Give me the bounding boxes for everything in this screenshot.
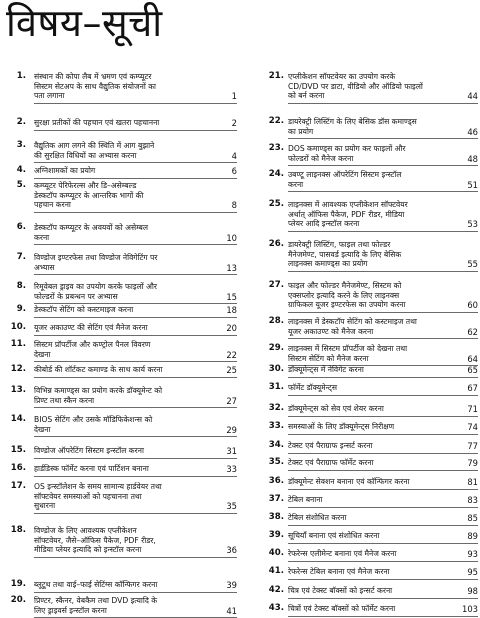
toc-entry-page: 10 bbox=[226, 232, 237, 243]
toc-entry-title: यूजर अकाउण्ट की सेटिंग एवं मैनेज करना bbox=[34, 323, 148, 332]
toc-entry-number: 19. bbox=[10, 579, 26, 589]
toc-entry-divider bbox=[34, 513, 237, 514]
toc-entry-number: 25. bbox=[268, 199, 284, 209]
toc-entry-title: उबण्टू लाइनक्स ऑपरेटिंग सिस्टम इन्स्टॉल करना bbox=[288, 170, 402, 189]
toc-entry-title: लाइनक्स में आवश्यक एप्लीकेशन सॉफ्टवेयर अर्थात् ऑफिस पैकेज, PDF रीडर, मीडिया प्लेयर आदि इन्स्टॉल करना bbox=[288, 200, 408, 229]
toc-entry-divider bbox=[34, 274, 237, 275]
toc-entry bbox=[262, 604, 478, 614]
toc-entry bbox=[10, 253, 237, 272]
toc-entry-number: 32. bbox=[268, 403, 284, 413]
toc-entry bbox=[10, 141, 237, 160]
toc-entry-page: 64 bbox=[467, 353, 478, 364]
toc-entry-number: 31. bbox=[268, 382, 284, 392]
toc-entry bbox=[262, 344, 478, 363]
toc-entry-divider bbox=[288, 271, 478, 272]
toc-entry-page: 25 bbox=[226, 365, 237, 375]
toc-entry-divider bbox=[288, 598, 478, 599]
toc-entry-divider bbox=[34, 476, 237, 477]
toc-entry-title: लाइनक्स में डेस्कटॉप सेटिंग को कस्टमाइज तथा यूजर अकाउण्ट को मैनेज करना bbox=[288, 317, 417, 336]
toc-entry-number: 12. bbox=[10, 364, 26, 374]
toc-entry-page: 81 bbox=[467, 477, 478, 487]
toc-entry-number: 29. bbox=[268, 343, 284, 353]
toc-entry bbox=[10, 166, 237, 176]
toc-entry bbox=[10, 482, 237, 511]
toc-entry-number: 18. bbox=[10, 525, 26, 535]
toc-entry-title: फॉर्मेट डॉक्यूमेन्ट्स bbox=[288, 383, 337, 392]
toc-entry-title: फाइल और फोल्डर मैनेजमेण्ट, सिस्टम को एक्सप्लोर इत्यादि करने के लिए लाइनक्स ग्राफिकल यूजर इण्टरफेस का उपयोग करना bbox=[288, 281, 406, 310]
toc-entry-page: 27 bbox=[226, 395, 237, 406]
toc-entry bbox=[10, 386, 237, 405]
toc-entry-divider bbox=[288, 395, 478, 396]
toc-entry-page: 13 bbox=[226, 262, 237, 273]
toc-entry-page: 83 bbox=[467, 495, 478, 505]
toc-entry-number: 4. bbox=[16, 165, 26, 175]
toc-entry-number: 14. bbox=[10, 414, 26, 424]
toc-entry-number: 13. bbox=[10, 385, 26, 395]
toc-entry bbox=[262, 495, 478, 505]
toc-entry-page: 31 bbox=[226, 446, 237, 456]
toc-entry bbox=[262, 477, 478, 487]
toc-entry-page: 71 bbox=[467, 404, 478, 414]
toc-entry-page: 33 bbox=[226, 464, 237, 474]
toc-entry-title: हार्डडिस्क फॉर्मेट करना एवं पार्टिशन बनाना bbox=[34, 464, 149, 473]
toc-entry-page: 6 bbox=[231, 166, 237, 176]
toc-entry-number: 9. bbox=[16, 304, 26, 314]
toc-entry bbox=[10, 282, 237, 301]
toc-entry-page: 95 bbox=[467, 567, 478, 577]
toc-entry-number: 41. bbox=[268, 566, 284, 576]
toc-entry bbox=[262, 586, 478, 596]
toc-entry bbox=[10, 526, 237, 555]
toc-entry-title: टेक्स्ट एवं पैराग्राफ इन्सर्ट करना bbox=[288, 441, 373, 450]
toc-entry-number: 27. bbox=[268, 280, 284, 290]
toc-entry-title: सुरक्षा प्रतीकों की पहचान एवं खतरा पहचानना bbox=[34, 118, 160, 127]
toc-entry-page: 39 bbox=[226, 580, 237, 590]
toc-entry bbox=[262, 422, 478, 432]
toc-entry-divider bbox=[288, 525, 478, 526]
toc-entry-divider bbox=[288, 561, 478, 562]
toc-entry-divider bbox=[34, 244, 237, 245]
toc-entry-number: 11. bbox=[10, 339, 26, 349]
toc-entry bbox=[262, 365, 478, 375]
toc-entry-page: 60 bbox=[467, 300, 478, 311]
toc-entry-number: 23. bbox=[268, 143, 284, 153]
toc-entry-number: 37. bbox=[268, 494, 284, 504]
toc-entry bbox=[10, 118, 237, 128]
toc-entry-page: 41 bbox=[226, 605, 237, 616]
toc-entry-page: 77 bbox=[467, 441, 478, 451]
toc-entry bbox=[262, 317, 478, 336]
toc-entry-number: 34. bbox=[268, 440, 284, 450]
toc-entry-page: 4 bbox=[231, 150, 237, 161]
toc-entry-number: 15. bbox=[10, 445, 26, 455]
toc-entry-divider bbox=[288, 191, 478, 192]
toc-entry-number: 36. bbox=[268, 476, 284, 486]
toc-entry-number: 3. bbox=[16, 140, 26, 150]
toc-entry-number: 30. bbox=[268, 364, 284, 374]
toc-entry-page: 65 bbox=[467, 365, 478, 375]
toc-entry-divider bbox=[288, 434, 478, 435]
toc-entry-title: टेक्स्ट एवं पैराग्राफ फॉर्मेट करना bbox=[288, 458, 374, 467]
toc-entry-divider bbox=[288, 453, 478, 454]
toc-entry-title: BIOS सेटिंग और उसके मॉडिफिकेशन्स को देखना bbox=[34, 415, 153, 434]
toc-entry-page: 8 bbox=[231, 200, 237, 211]
toc-entry-title: डायरेक्ट्री लिस्टिंग, फाइल तथा फोल्डर मैनेजमेण्ट, पासवर्ड इत्यादि के लिए बेसिक लाइनक्स कमाण्ड्स का प्रयोग bbox=[288, 240, 402, 269]
toc-entry-number: 10. bbox=[10, 322, 26, 332]
toc-entry bbox=[262, 531, 478, 541]
toc-entry-page: 67 bbox=[467, 383, 478, 393]
toc-entry-number: 22. bbox=[268, 116, 284, 126]
toc-entry-title: एप्लीकेशन सॉफ्टवेयर का उपयोग करके CD/DVD पर डाटा, वीडियो और ऑडियो फाइलों को बर्न करना bbox=[288, 72, 423, 101]
toc-entry bbox=[262, 170, 478, 189]
toc-entry-title: समस्याओं के लिए डॉक्यूमेन्ट्स निरीक्षण bbox=[288, 422, 395, 431]
toc-entry-title: रिमूवेबल ड्राइव का उपयोग करके फाइलों और फोल्डरों के प्रबन्धन पर अभ्यास bbox=[34, 282, 158, 301]
toc-entry-title: विण्डोज के लिए आवश्यक एप्लीकेशन सॉफ्टवेयर, जैसे–ऑफिस पैकेज, PDF रीडर, मीडिया प्लेयर इत्यादि को इन्स्टॉल करना bbox=[34, 526, 156, 555]
toc-entry-title: डॉक्यूमेन्ट सेक्शन बनाना एवं कॉन्फिगर करना bbox=[288, 477, 410, 486]
toc-entry-title: चित्रों एवं टेक्स्ट बॉक्सों को फॉर्मेट करना bbox=[288, 604, 396, 613]
toc-entry-title: ब्लूटूथ तथा वाई–फाई सेटिंग्स कॉन्फिगर करना bbox=[34, 580, 158, 589]
toc-entry-divider bbox=[34, 407, 237, 408]
toc-entry-title: विण्डोज ऑपरेटिंग सिस्टम इन्स्टॉल करना bbox=[34, 446, 144, 455]
toc-entry-divider bbox=[288, 579, 478, 580]
toc-entry-divider bbox=[34, 592, 237, 593]
toc-entry-number: 16. bbox=[10, 463, 26, 473]
toc-entry bbox=[262, 549, 478, 559]
toc-entry bbox=[10, 464, 237, 474]
toc-entry-page: 85 bbox=[467, 513, 478, 523]
toc-entry-title: कम्प्यूटर पेरिफेरल्स और डि–असेम्बल्ड डेस्कटॉप कम्प्यूटर के आन्तरिक भागों की पहचान करना bbox=[34, 181, 144, 210]
toc-entry-divider bbox=[288, 416, 478, 417]
toc-entry-title: डेस्कटॉप सेटिंग को कस्टमाइज करना bbox=[34, 305, 134, 314]
toc-entry-number: 26. bbox=[268, 239, 284, 249]
toc-entry bbox=[10, 305, 237, 315]
toc-entry-divider bbox=[34, 178, 237, 179]
toc-entry-page: 15 bbox=[226, 291, 237, 302]
toc-entry-divider bbox=[288, 312, 478, 313]
toc-entry bbox=[262, 567, 478, 577]
toc-entry-divider bbox=[34, 335, 237, 336]
toc-entry-divider bbox=[288, 543, 478, 544]
toc-entry bbox=[262, 117, 478, 136]
toc-entry-title: रेफरेन्स टेबिल बनाना एवं मैनेज करना bbox=[288, 567, 390, 576]
toc-entry-page: 51 bbox=[467, 179, 478, 190]
toc-entry bbox=[262, 240, 478, 269]
toc-entry bbox=[10, 365, 237, 375]
toc-entry bbox=[262, 144, 478, 163]
toc-entry-page: 48 bbox=[467, 153, 478, 164]
toc-entry-page: 44 bbox=[467, 91, 478, 102]
toc-entry-page: 79 bbox=[467, 458, 478, 468]
toc-entry-page: 62 bbox=[467, 326, 478, 337]
toc-entry bbox=[262, 72, 478, 101]
toc-entry-divider bbox=[34, 436, 237, 437]
toc-entry-page: 1 bbox=[231, 91, 237, 102]
toc-entry-number: 8. bbox=[16, 281, 26, 291]
toc-entry-page: 18 bbox=[226, 305, 237, 315]
toc-entry-title: टेबिल संशोधित करना bbox=[288, 513, 347, 522]
toc-entry bbox=[10, 323, 237, 333]
toc-entry bbox=[10, 223, 237, 242]
toc-entry-page: 2 bbox=[231, 118, 237, 128]
toc-entry bbox=[10, 596, 237, 615]
toc-entry bbox=[262, 200, 478, 229]
toc-entry-page: 29 bbox=[226, 424, 237, 435]
toc-entry-title: डॉक्यूमेन्ट्स को सेव एवं शेयर करना bbox=[288, 404, 384, 413]
toc-entry-number: 42. bbox=[268, 585, 284, 595]
toc-entry-page: 89 bbox=[467, 531, 478, 541]
toc-entry-title: रेफरेन्स एलीमेन्ट बनाना एवं मैनेज करना bbox=[288, 549, 397, 558]
toc-entry-divider bbox=[288, 138, 478, 139]
toc-entry-page: 22 bbox=[226, 349, 237, 360]
toc-entry bbox=[262, 458, 478, 468]
toc-entry bbox=[10, 181, 237, 210]
toc-entry-page: 20 bbox=[226, 323, 237, 333]
toc-entry-title: सूचियाँ बनाना एवं संशोधित करना bbox=[288, 531, 380, 540]
toc-entry bbox=[262, 441, 478, 451]
toc-entry bbox=[10, 415, 237, 434]
toc-entry-title: चित्र एवं टेक्स्ट बॉक्सों को इन्सर्ट करना bbox=[288, 586, 393, 595]
toc-entry-title: वैद्युतिक आग लगने की स्थिति में आग बुझाने की सुरक्षित विधियों का अभ्यास करना bbox=[34, 141, 155, 160]
toc-entry-divider bbox=[288, 377, 478, 378]
toc-entry-title: लाइनक्स में सिस्टम प्रॉपर्टीज को देखना तथा सिस्टम सेटिंग को मैनेज करना bbox=[288, 344, 408, 363]
toc-entry bbox=[10, 72, 237, 101]
toc-entry-divider bbox=[34, 458, 237, 459]
toc-entry-divider bbox=[34, 361, 237, 362]
toc-entry-title: अग्निशामकों का प्रयोग bbox=[34, 166, 96, 175]
toc-entry-divider bbox=[34, 162, 237, 163]
toc-entry-title: संस्थान की कोपा लैब में भ्रमण एवं कम्प्यूटर सिस्टम सेटअप के साथ वैद्युतिक संयोजनों का पता लगाना bbox=[34, 72, 157, 101]
toc-entry-divider bbox=[288, 507, 478, 508]
toc-entry-title: डॉक्यूमेन्ट्स में नेविगेट करना bbox=[288, 365, 364, 374]
toc-entry bbox=[10, 340, 237, 359]
toc-entry-number: 17. bbox=[10, 481, 26, 491]
toc-entry-title: प्रिण्टर, स्कैनर, वेबकैम तथा DVD इत्यादि के लिए ड्राइवर्स इन्स्टॉल करना bbox=[34, 596, 158, 615]
toc-entry-page: 46 bbox=[467, 126, 478, 137]
toc-entry bbox=[262, 281, 478, 310]
toc-entry-page: 93 bbox=[467, 549, 478, 559]
toc-entry-page: 74 bbox=[467, 422, 478, 432]
toc-entry-number: 2. bbox=[16, 117, 26, 127]
page-title: विषय–सूची bbox=[6, 1, 163, 45]
toc-entry-page: 55 bbox=[467, 259, 478, 270]
toc-entry-divider bbox=[34, 317, 237, 318]
toc-entry-number: 21. bbox=[268, 71, 284, 81]
toc-entry bbox=[262, 513, 478, 523]
toc-entry-title: DOS कमाण्ड्स का प्रयोग कर फाइलों और फोल्डरों को मैनेज करना bbox=[288, 144, 406, 163]
toc-entry-title: OS इन्स्टॉलेशन के समय सामान्य हार्डवेयर तथा सॉफ्टवेयर समस्याओं को पहचानना तथा सुधारना bbox=[34, 482, 162, 511]
toc-entry-title: सिस्टम प्रॉपर्टीज और कण्ट्रोल पैनल विवरण देखना bbox=[34, 340, 151, 359]
toc-entry-title: विभिन्न कमाण्ड्स का प्रयोग करके डॉक्यूमेन्ट को प्रिण्ट तथा स्कैन करना bbox=[34, 386, 163, 405]
toc-entry-number: 28. bbox=[268, 316, 284, 326]
toc-entry bbox=[10, 580, 237, 590]
toc-entry-number: 35. bbox=[268, 457, 284, 467]
toc-entry-number: 1. bbox=[16, 71, 26, 81]
toc-entry-divider bbox=[34, 377, 237, 378]
toc-entry-divider bbox=[288, 165, 478, 166]
toc-entry-divider bbox=[288, 338, 478, 339]
toc-entry-divider bbox=[288, 103, 478, 104]
toc-entry-page: 103 bbox=[462, 604, 478, 614]
toc-entry-title: डेस्कटॉप कम्प्यूटर के अवयवों को असेम्बल करना bbox=[34, 223, 149, 242]
toc-entry-number: 40. bbox=[268, 548, 284, 558]
toc-entry-number: 38. bbox=[268, 512, 284, 522]
toc-entry-number: 20. bbox=[10, 595, 26, 605]
toc-entry-title: टेबिल बनाना bbox=[288, 495, 323, 504]
toc-entry bbox=[262, 404, 478, 414]
toc-entry-divider bbox=[288, 231, 478, 232]
toc-entry-divider bbox=[34, 130, 237, 131]
toc-entry-page: 35 bbox=[226, 501, 237, 512]
toc-entry-number: 7. bbox=[16, 252, 26, 262]
toc-entry bbox=[10, 446, 237, 456]
toc-entry-number: 6. bbox=[16, 222, 26, 232]
toc-entry-number: 43. bbox=[268, 603, 284, 613]
toc-entry-divider bbox=[34, 212, 237, 213]
toc-entry-title: कीबोर्ड की शॉर्टकट कमाण्ड के साथ कार्य करना bbox=[34, 365, 163, 374]
toc-entry-page: 53 bbox=[467, 219, 478, 230]
toc-entry-number: 24. bbox=[268, 169, 284, 179]
toc-entry-number: 5. bbox=[16, 180, 26, 190]
toc-entry-divider bbox=[288, 470, 478, 471]
toc-entry-page: 98 bbox=[467, 586, 478, 596]
toc-entry-divider bbox=[34, 103, 237, 104]
toc-entry-title: विण्डोज इण्टरफेस तथा विण्डोज नेविगेटिंग पर अभ्यास bbox=[34, 253, 158, 272]
toc-entry bbox=[262, 383, 478, 393]
toc-entry-number: 39. bbox=[268, 530, 284, 540]
toc-entry-divider bbox=[34, 557, 237, 558]
toc-entry-divider bbox=[288, 489, 478, 490]
toc-entry-number: 33. bbox=[268, 421, 284, 431]
toc-entry-title: डायरेक्ट्री लिस्टिंग के लिए बेसिक डॉस कमाण्ड्स का प्रयोग bbox=[288, 117, 417, 136]
toc-entry-page: 36 bbox=[226, 545, 237, 556]
